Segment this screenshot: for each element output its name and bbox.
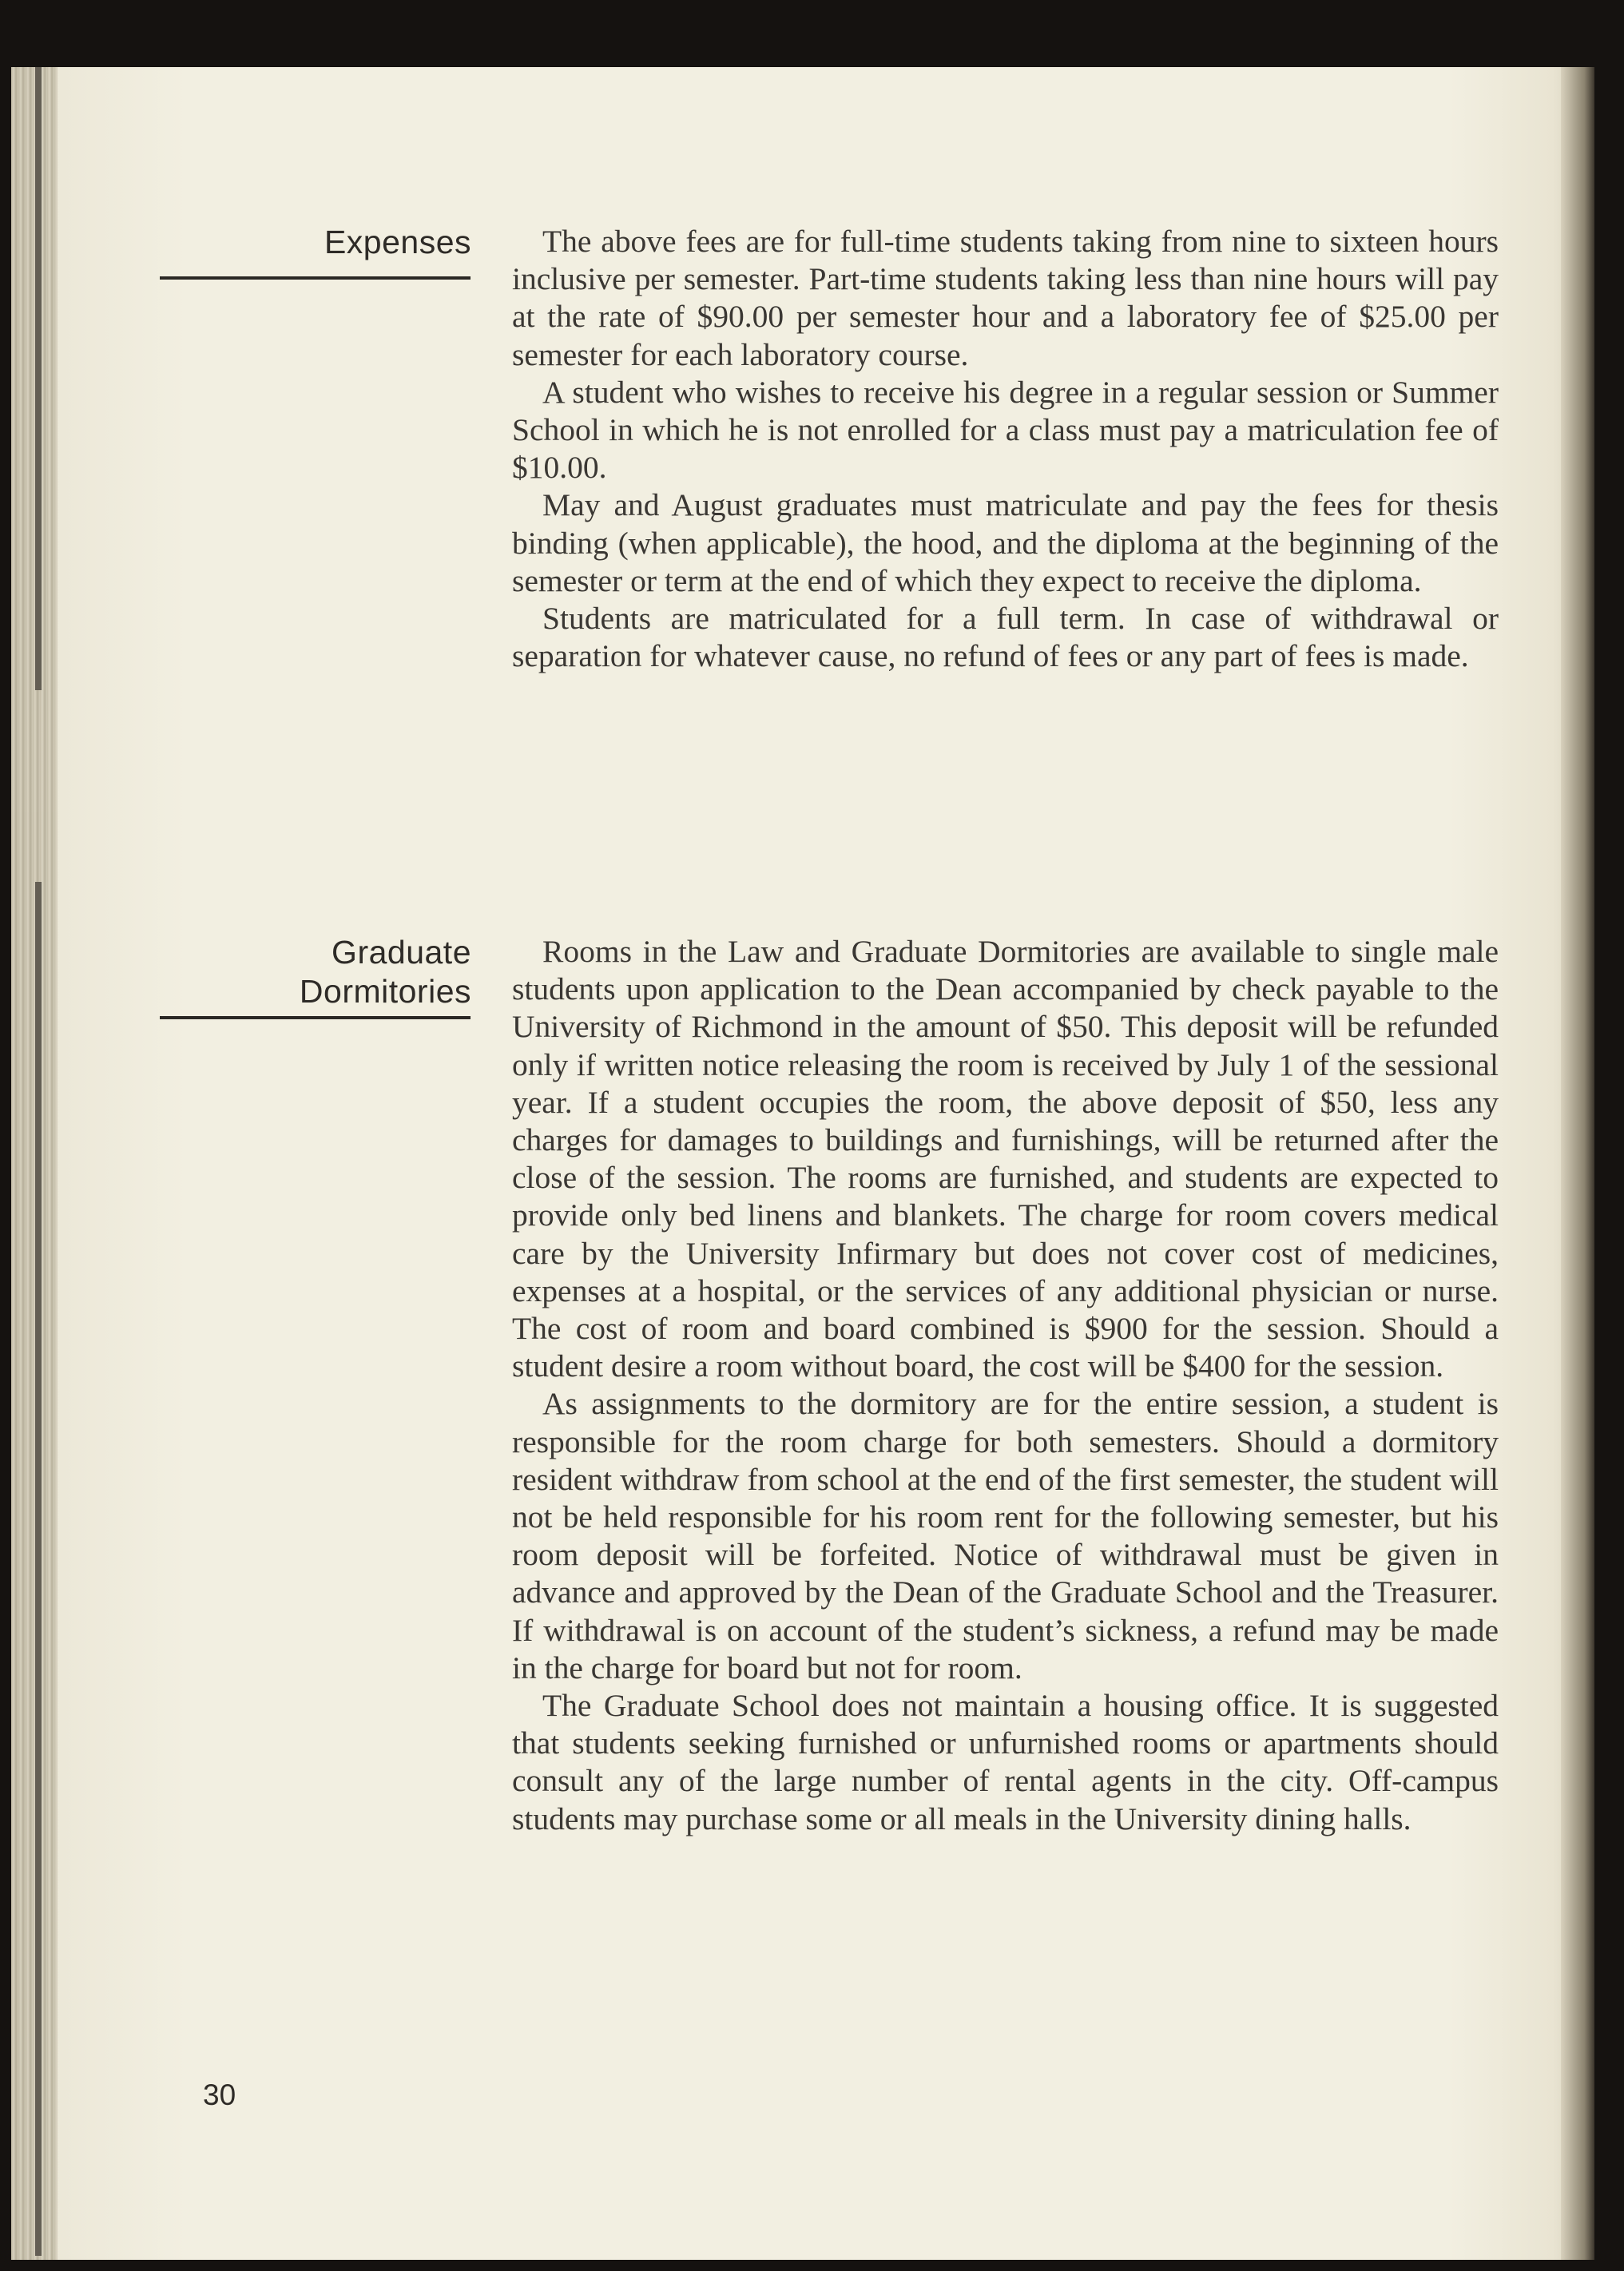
scanned-page (11, 67, 1594, 2260)
page-edge-right (1561, 67, 1594, 2260)
page-number: 30 (203, 2078, 236, 2111)
page-edge-left (11, 67, 58, 2260)
page-edge-shadow (35, 882, 42, 2256)
heading-rule (160, 1016, 471, 1019)
expenses-heading (324, 223, 471, 262)
paragraph: Rooms in the Law and Graduate Dormitories are available to single male students upon application to the Dean accompanied by check payable to the University of Richmond in the amount of $50. This deposit will be refunded only if written notice releasing the room is received by July 1 of the sessional year. If a student occupies the room, the above deposit of $50, less any charges for damages to buildings and furnishings, will be returned after the close of the session. The rooms are furnished, and students are expected to provide only bed linens and blankets. The charge for room covers medical care by the University Infirmary but does not cover cost of medicines, expenses at a hospital, or the services of any additional physician or nurse. The cost of room and board combined is $900 for the session. Should a student desire a room without board, the cost will be $400 for the session. (512, 934, 1499, 1384)
paragraph: The Graduate School does not maintain a housing office. It is suggested that students seeking furnished or unfurnished rooms or apartments should consult any of the large number of rental agents in the city. Off-campus students may purchase some or all meals in the University dining halls. (512, 1688, 1499, 1836)
graduate-dormitories-heading (300, 933, 471, 1011)
paragraph: Students are matriculated for a full term. In case of withdrawal or separation for whatever cause, no refund of fees or any part of fees is made. (512, 601, 1499, 674)
heading-rule (160, 276, 471, 280)
heading-line: Graduate (332, 934, 471, 971)
paragraph: May and August graduates must matriculate and pay the fees for thesis binding (when applicable), the hood, and the diploma at the beginning of the semester or term at the end of which they expect to receive the diploma. (512, 487, 1499, 598)
heading-line: Dormitories (299, 973, 471, 1010)
graduate-dormitories-body (512, 933, 1499, 1838)
expenses-body (512, 223, 1499, 675)
paragraph: A student who wishes to receive his degree in a regular session or Summer School in which he is not enrolled for a class must pay a matriculation fee of $10.00. (512, 374, 1499, 486)
page-edge-shadow (35, 67, 42, 690)
paragraph: The above fees are for full-time students taking from nine to sixteen hours inclusive per semester. Part-time students taking less than nine hours will pay at the rate of $90.00 per semester hour and a laboratory fee of $25.00 per semester for each laboratory course. (512, 224, 1499, 372)
expenses-heading-text: Expenses (324, 224, 471, 260)
paragraph: As assignments to the dormitory are for the entire session, a student is responsible for the room charge for both semesters. Should a dormitory resident withdraw from school at the end of the first semester, the student will not be held responsible for his room rent for the following semester, but his room deposit will be forfeited. Notice of withdrawal must be given in advance and approved by the Dean of the Graduate School and the Treasurer. If withdrawal is on account of the student’s sickness, a refund may be made in the charge for board but not for room. (512, 1386, 1499, 1685)
